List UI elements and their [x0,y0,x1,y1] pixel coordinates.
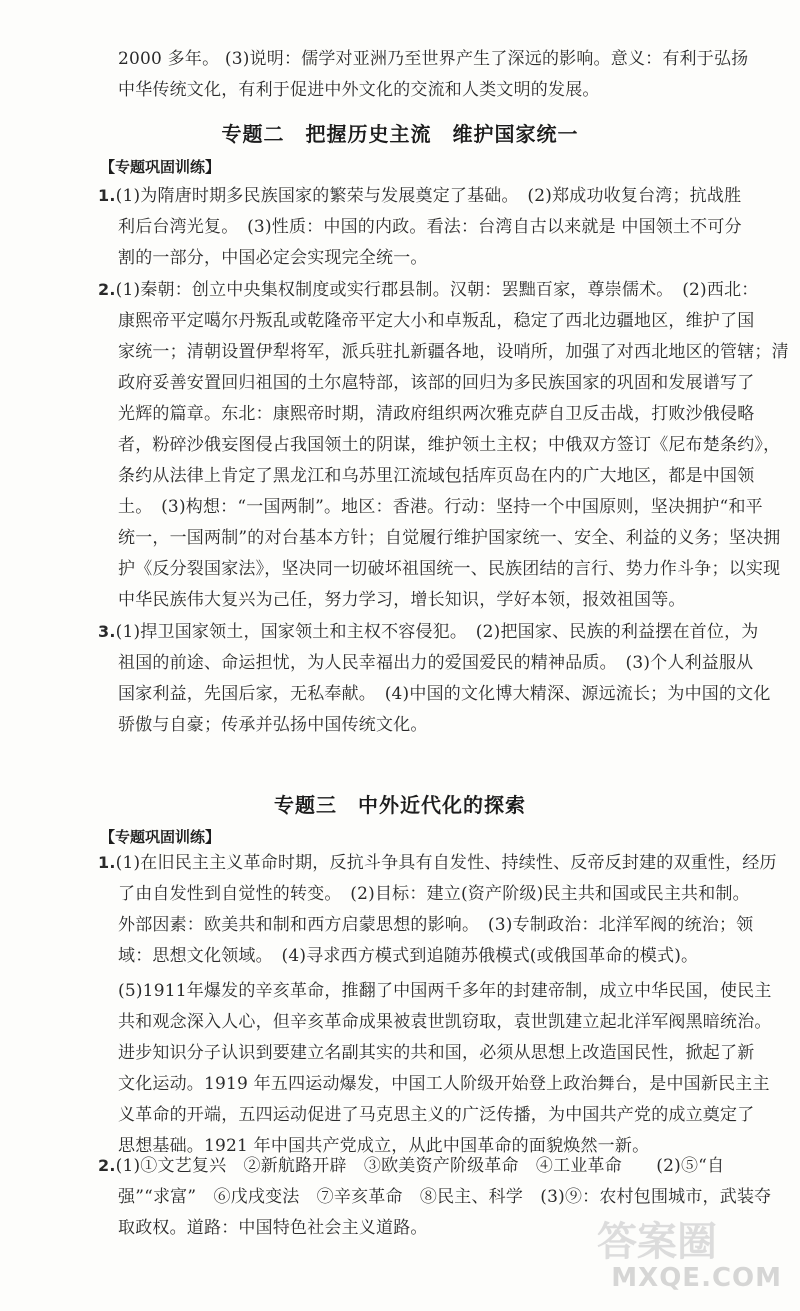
watermark-logo-icon [597,1213,772,1265]
text-line: (5)1911年爆发的辛亥革命，推翻了中国两千多年的封建帝制，成立中华民国，使民主 [118,981,772,1001]
item-number: 2. [98,1156,116,1175]
text-line: 祖国的前途、命运担忧，为人民幸福出力的爱国爱民的精神品质。 (3)个人利益服从 [118,653,754,673]
intro-paragraph [118,44,758,106]
text-line: 光辉的篇章。东北：康熙帝时期，清政府组织两次雅克萨自卫反击战，打败沙俄侵略 [118,404,755,424]
item-text: (1)①文艺复兴 ②新航路开辟 ③欧美资产阶级革命 ④工业革命 (2)⑤“自 [115,1156,725,1176]
item-first-line [98,180,758,212]
item-text: (1)捍卫国家领土，国家领土和主权不容侵犯。 (2)把国家、民族的利益摆在首位，为 [115,622,759,642]
text-line: 中华民族伟大复兴为己任，努力学习，增长知识，学好本领，报效祖国等。 [118,590,686,610]
text-line: 文化运动。1919 年五四运动爆发，中国工人阶级开始登上政治舞台，是中国新民主主 [118,1074,770,1094]
topic3-title: 专题三 中外近代化的探索 [274,793,526,817]
item-first-line [98,274,758,306]
numbered-item [98,847,777,972]
item-text: (1)为隋唐时期多民族国家的繁荣与发展奠定了基础。 (2)郑成功收复台湾；抗战胜 [115,186,742,206]
topic3-section-label: 【专题巩固训练】 [100,828,221,846]
text-line: 政府妥善安置回归祖国的土尔扈特部，该部的回归为多民族国家的巩固和发展谱写了 [118,373,755,393]
text-line: 骄傲与自豪；传承并弘扬中国传统文化。 [118,715,428,735]
watermark-logo-text: 答案圈 [597,1219,717,1265]
text-line: 土。 (3)构想：“一国两制”。地区：香港。行动：坚持一个中国原则，坚决拥护“和平 [118,497,763,517]
text-line: 国家利益，先国后家，无私奉献。 (4)中国的文化博大精深、源远流长；为中国的文化 [118,684,771,704]
topic3-paragraph-5 [118,976,772,1162]
item-text: (1)在旧民主主义革命时期，反抗斗争具有自发性、持续性、反帝反封建的双重性，经历 [115,853,777,873]
text-line: 取政权。道路：中国特色社会主义道路。 [118,1218,428,1238]
text-line: 割的一部分，中国必定会实现完全统一。 [118,248,428,268]
text-line: 统一，一国两制”的对台基本方针；自觉履行维护国家统一、安全、利益的义务；坚决拥 [118,528,781,548]
text-line: 义革命的开端，五四运动促进了马克思主义的广泛传播，为中国共产党的成立奠定了 [118,1105,755,1125]
text-line: 条约从法律上肯定了黑龙江和乌苏里江流域包括库页岛在内的广大地区，都是中国领 [118,466,755,486]
item-text: (1)秦朝：创立中央集权制度或实行郡县制。汉朝：罢黜百家，尊崇儒术。 (2)西北： [115,280,759,300]
item-first-line [98,847,777,879]
topic2-title: 专题二 把握历史主流 维护国家统一 [221,122,579,146]
item-number: 3. [98,622,116,641]
text-line: 强”“求富” ⑥戊戌变法 ⑦辛亥革命 ⑧民主、科学 (3)⑨：农村包围城市，武装夺 [118,1187,772,1207]
item-first-line [98,616,758,648]
watermark-text: MXQE.COM [611,1263,782,1293]
text-line: 中华传统文化，有利于促进中外文化的交流和人类文明的发展。 [118,80,600,100]
watermark [597,1213,782,1293]
item-first-line [98,1150,758,1182]
text-line: 了由自发性到自觉性的转变。 (2)目标：建立(资产阶级)民主共和国或民主共和制。 [118,884,750,904]
topic2-items [98,180,789,741]
numbered-item [98,180,758,274]
text-line: 者，粉碎沙俄妄图侵占我国领土的阴谋，维护领土主权；中俄双方签订《尼布楚条约》， [118,435,781,455]
topic3-items [98,847,777,972]
text-line: 护《反分裂国家法》，坚决同一切破坏祖国统一、民族团结的言行、势力作斗争；以实现 [118,559,781,579]
text-line: 共和观念深入人心，但辛亥革命成果被袁世凯窃取，袁世凯建立起北洋军阀黑暗统治。 [118,1012,772,1032]
text-line: 2000 多年。 (3)说明：儒学对亚洲乃至世界产生了深远的影响。意义：有利于弘扬 [118,49,749,69]
numbered-item [98,616,771,741]
text-line: 域：思想文化领域。 (4)寻求西方模式到追随苏俄模式(或俄国革命的模式)。 [118,946,699,966]
numbered-item [98,274,789,616]
topic2-section-label: 【专题巩固训练】 [100,158,221,176]
text-line: 家统一；清朝设置伊犁将军，派兵驻扎新疆各地，设哨所，加强了对西北地区的管辖；清 [118,342,789,362]
item-number: 1. [98,853,116,872]
text-line: 进步知识分子认识到要建立名副其实的共和国，必须从思想上改造国民性，掀起了新 [118,1043,755,1063]
text-line: 外部因素：欧美共和制和西方启蒙思想的影响。 (3)专制政治：北洋军阀的统治；领 [118,915,754,935]
text-line: 思想基础。1921 年中国共产党成立，从此中国革命的面貌焕然一新。 [118,1136,650,1156]
item-number: 1. [98,186,116,205]
text-line: 利后台湾光复。 (3)性质：中国的内政。看法：台湾自古以来就是 中国领土不可分 [118,217,742,237]
item-number: 2. [98,280,116,299]
text-line: 康熙帝平定噶尔丹叛乱或乾隆帝平定大小和卓叛乱，稳定了西北边疆地区，维护了国 [118,311,755,331]
